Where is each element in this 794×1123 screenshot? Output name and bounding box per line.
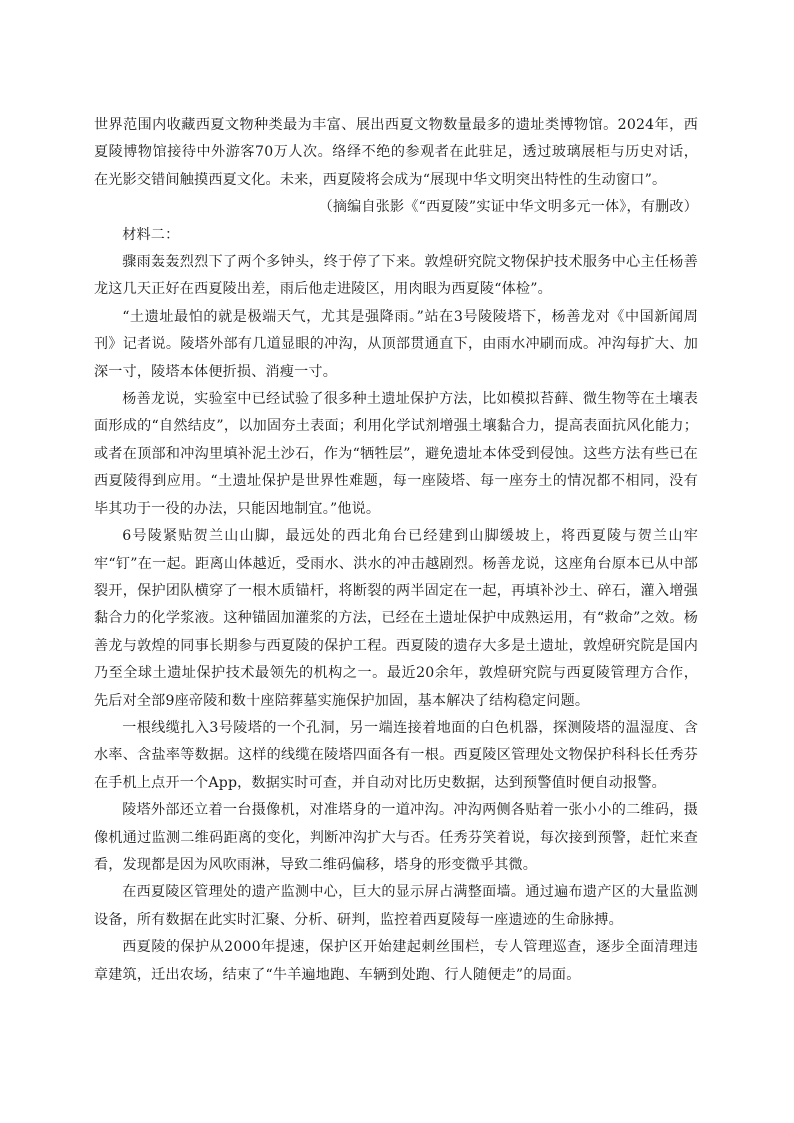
paragraph-rain-inspection: 骤雨轰轰烈烈下了两个多钟头，终于停了下来。敦煌研究院文物保护技术服务中心主任杨善龙这几天正好在西夏陵出差，雨后他走进陵区，用肉眼为西夏陵“体检”。 [94,254,698,298]
paragraph-tomb-six: 6号陵紧贴贺兰山山脚，最远处的西北角台已经建到山脚缓坡上，将西夏陵与贺兰山牢牢“钉”在一起。距离山体越近，受雨水、洪水的冲击越剧烈。杨善龙说，这座角台原本已从中部裂开，保护团队横穿了一根木质锚杆，将断裂的两半固定在一起，再填补沙土、碎石，灌入增强黏合力的化学浆液。这种锚固加灌浆的方法，已经在土遗址保护中成熟运用，有“救命”之效。杨善龙与敦煌的同事长期参与西夏陵的保护工程。西夏陵的遗存大多是土遗址，敦煌研究院是国内乃至全球土遗址保护技术最领先的机构之一。最近20余年，敦煌研究院与西夏陵管理方合作，先后对全部9座帝陵和数十座陪葬墓实施保护加固，基本解决了结构稳定问题。 [94,528,698,709]
paragraph-extreme-weather: “土遗址最怕的就是极端天气，尤其是强降雨。”站在3号陵陵塔下，杨善龙对《中国新闻周刊》记者说。陵塔外部有几道显眼的冲沟，从顶部贯通直下，由雨水冲刷而成。冲沟每扩大、加深一寸，陵塔本体便折损、消瘦一寸。 [94,308,698,380]
article-body [94,112,698,989]
paragraph-material-one-ending: 世界范围内收藏西夏文物种类最为丰富、展出西夏文物数量最多的遗址类博物馆。2024年，西夏陵博物馆接待中外游客70万人次。络绎不绝的参观者在此驻足，透过玻璃展柜与历史对话，在光影交错间触摸西夏文化。未来，西夏陵将会成为“展现中华文明突出特性的生动窗口”。 [94,117,698,188]
paragraph-camera-monitoring: 陵塔外部还立着一台摄像机，对准塔身的一道冲沟。冲沟两侧各贴着一张小小的二维码，摄像机通过监测二维码距离的变化，判断冲沟扩大与否。任秀芬笑着说，每次接到预警，赶忙来查看，发现都是因为风吹雨淋，导致二维码偏移，塔身的形变微乎其微。 [94,802,698,873]
paragraph-monitoring-center: 在西夏陵区管理处的遗产监测中心，巨大的显示屏占满整面墙。通过遍布遗产区的大量监测设备，所有数据在此实时汇聚、分析、研判，监控着西夏陵每一座遗迹的生命脉搏。 [94,884,698,928]
paragraph-protection-history: 西夏陵的保护从2000年提速，保护区开始建起刺丝围栏，专人管理巡查，逐步全面清理违章建筑，迁出农场，结束了“牛羊遍地跑、车辆到处跑、行人随便走”的局面。 [94,939,698,983]
section-heading-material-two: 材料二： [122,226,180,243]
paragraph-protection-methods: 杨善龙说，实验室中已经试验了很多种土遗址保护方法，比如模拟苔藓、微生物等在土壤表面形成的“自然结皮”，以加固夯土表面；利用化学试剂增强土壤黏合力，提高表面抗风化能力；或者在顶部和冲沟里填补泥土沙石，作为“牺牲层”，避免遗址本体受到侵蚀。这些方法有些已在西夏陵得到应用。“土遗址保护是世界性难题，每一座陵塔、每一座夯土的情况都不相同，没有毕其功于一役的办法，只能因地制宜。”他说。 [94,391,698,517]
source-citation: （摘编自张影《“西夏陵”实证中华文明多元一体》，有删改） [318,199,698,216]
paragraph-sensor-cable: 一根线缆扎入3号陵塔的一个孔洞，另一端连接着地面的白色机器，探测陵塔的温湿度、含水率、含盐率等数据。这样的线缆在陵塔四面各有一根。西夏陵区管理处文物保护科科长任秀芬在手机上点开一个App，数据实时可查，并自动对比历史数据，达到预警值时便自动报警。 [94,719,698,791]
